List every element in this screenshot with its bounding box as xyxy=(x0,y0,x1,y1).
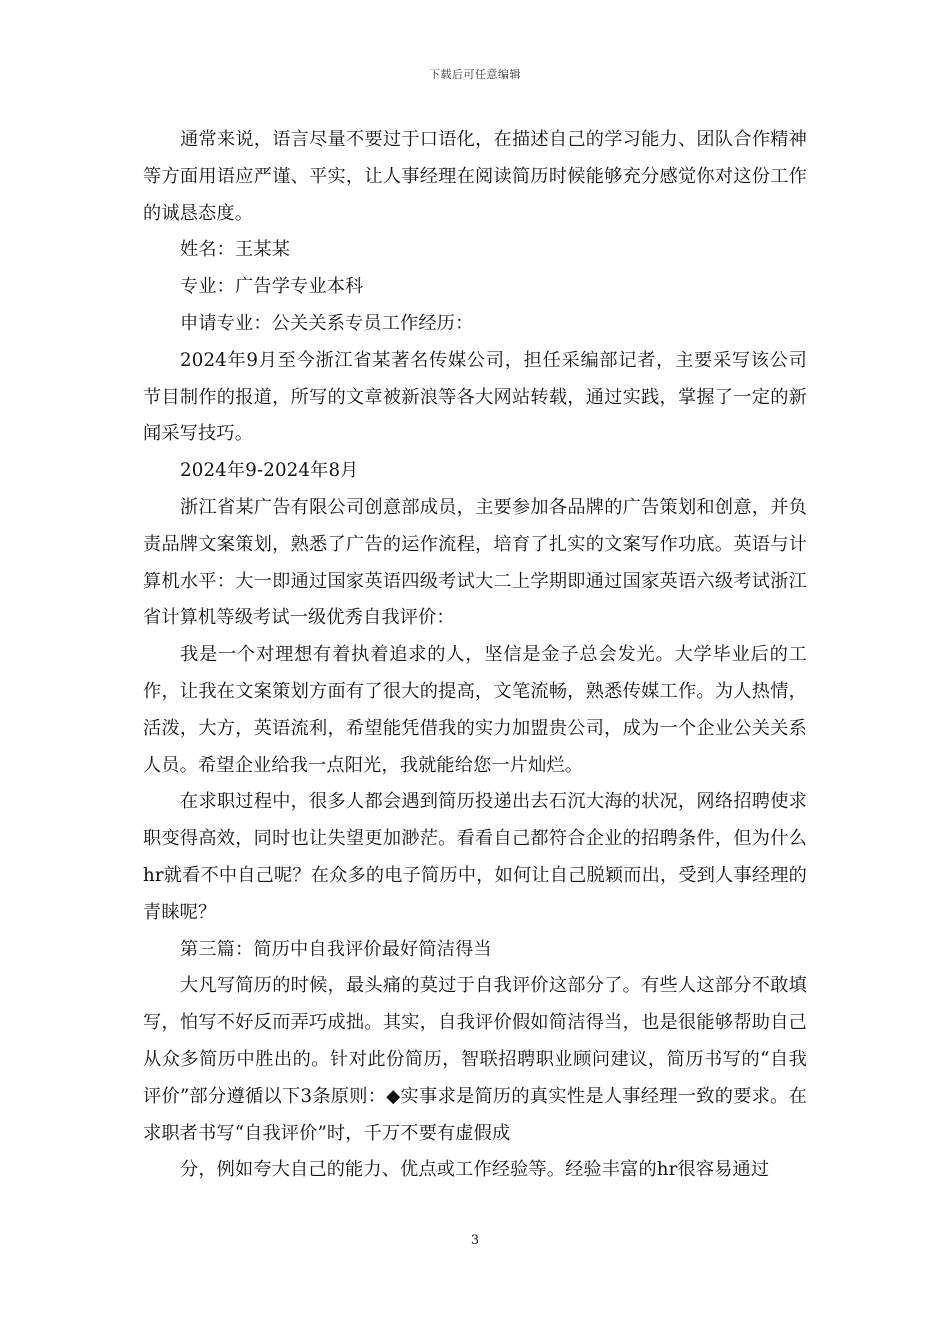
paragraph-continuation: 分，例如夸大自己的能力、优点或工作经验等。经验丰富的hr很容易通过 xyxy=(180,1159,770,1181)
paragraph-self-evaluation: 我是一个对理想有着执着追求的人，坚信是金子总会发光。大学毕业后的工作，让我在文案策划方面有了很大的提高，文笔流畅，熟悉传媒工作。为人热情，活泼，大方，英语流利，希望能凭借我的实力加盟贵公司，成为一个企业公关关系人员。希望企业给我一点阳光，我就能给您一片灿烂。 xyxy=(143,644,807,776)
paragraph-intro: 通常来说，语言尽量不要过于口语化，在描述自己的学习能力、团队合作精神等方面用语应严谨、平实，让人事经理在阅读简历时候能够充分感觉你对这份工作的诚恳态度。 xyxy=(143,129,807,224)
page-number: 3 xyxy=(470,1233,480,1248)
paragraph-experience-advertising: 浙江省某广告有限公司创意部成员，主要参加各品牌的广告策划和创意，并负责品牌文案策划，熟悉了广告的运作流程，培育了扎实的文案写作功底。英语与计算机水平：大一即通过国家英语四级考试大二上学期即通过国家英语六级考试浙江省计算机等级考试一级优秀自我评价： xyxy=(143,496,807,629)
document-body xyxy=(143,122,807,1189)
paragraph-principles: 大凡写简历的时候，最头痛的莫过于自我评价这部分了。有些人这部分不敢填写，怕写不好反而弄巧成拙。其实，自我评价假如简洁得当，也是很能够帮助自己从众多简历中胜出的。针对此份简历，智联招聘职业顾问建议，简历书写的“自我评价”部分遵循以下3条原则：◆实事求是简历的真实性是人事经理一致的要求。在求职者书写“自我评价”时，千万不要有虚假成 xyxy=(143,975,807,1144)
section-heading-third: 第三篇：简历中自我评价最好简洁得当 xyxy=(180,938,492,960)
paragraph-experience-media: 2024年9月至今浙江省某著名传媒公司，担任采编部记者，主要采写该公司节目制作的报道，所写的文章被新浪等各大网站转载，通过实践，掌握了一定的新闻采写技巧。 xyxy=(143,349,807,445)
paragraph-name: 姓名：王某某 xyxy=(180,239,291,261)
paragraph-applied-position: 申请专业：公关关系专员工作经历： xyxy=(180,312,474,334)
paragraph-major: 专业：广告学专业本科 xyxy=(180,276,364,298)
page-header: 下载后可任意编辑 xyxy=(429,68,521,81)
paragraph-date-range: 2024年9-2024年8月 xyxy=(180,460,359,482)
paragraph-job-search: 在求职过程中，很多人都会遇到简历投递出去石沉大海的状况，网络招聘使求职变得高效，同时也让失望更加渺茫。看看自己都符合企业的招聘条件，但为什么hr就看不中自己呢？在众多的电子简历中，如何让自己脱颖而出，受到人事经理的青睐呢？ xyxy=(143,791,807,923)
